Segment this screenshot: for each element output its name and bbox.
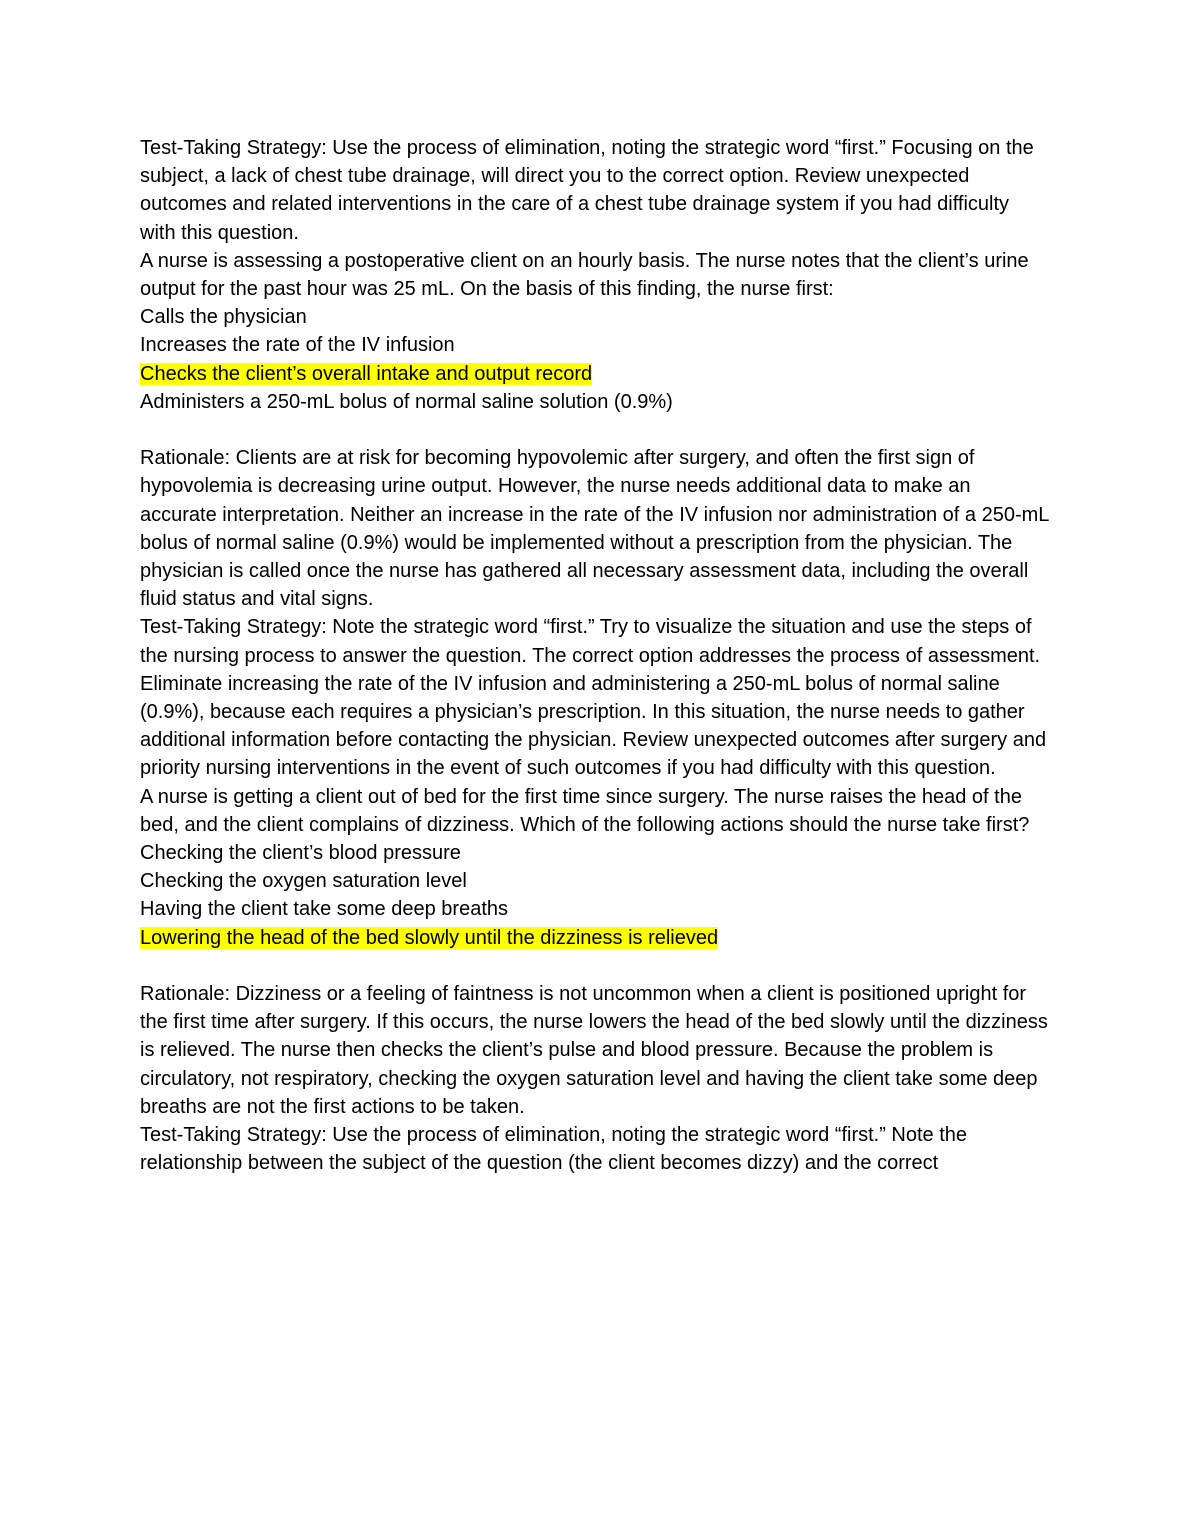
q1-option-4 [140,388,1050,416]
paragraph-rationale-1: Rationale: Clients are at risk for becoming hypovolemic after surgery, and often the first sign of hypovolemia is decreasing urine output. However, the nurse needs additional data to make an accurate interpretation. Neither an increase in the rate of the IV infusion nor administration of a 250-mL bolus of normal saline (0.9%) would be implemented without a prescription from the physician. The physician is called once the nurse has gathered all necessary assessment data, including the overall fluid status and vital signs. [140,447,1049,611]
question-block-2 [140,783,1050,952]
question-2-stem: A nurse is getting a client out of bed for the first time since surgery. The nurse raises the head of the bed, and the client complains of dizziness. Which of the following actions should the nurse take first? [140,785,1030,836]
q1-option-3-highlighted-text: Checks the client’s overall intake and output record [140,362,593,385]
q2-option-3-text: Having the client take some deep breaths [140,898,508,921]
q2-option-4-highlighted-text: Lowering the head of the bed slowly until the dizziness is relieved [140,926,719,949]
q2-option-2-text: Checking the oxygen saturation level [140,870,467,893]
paragraph-test-taking-strategy-3-partial: Test-Taking Strategy: Use the process of elimination, noting the strategic word “first.” Note the relationship between the subject of the question (the client becomes dizzy) and the correct [140,1124,968,1175]
q1-option-4-text: Administers a 250-mL bolus of normal saline solution (0.9%) [140,390,673,413]
paragraph-rationale-2: Rationale: Dizziness or a feeling of faintness is not uncommon when a client is positioned upright for the first time after surgery. If this occurs, the nurse lowers the head of the bed slowly until the dizziness is relieved. The nurse then checks the client’s pulse and blood pressure. Because the problem is circulatory, not respiratory, checking the oxygen saturation level and having the client take some deep breaths are not the first actions to be taken. [140,983,1048,1118]
q2-option-3 [140,895,1050,923]
paragraph-test-taking-strategy-1: Test-Taking Strategy: Use the process of elimination, noting the strategic word “first.” Focusing on the subject, a lack of chest tube drainage, will direct you to the correct option. Review unexpected outcomes and related interventions in the care of a chest tube drainage system if you had difficulty with this question. [140,137,1034,244]
q1-option-1 [140,303,1050,331]
q2-option-2 [140,867,1050,895]
q1-option-1-text: Calls the physician [140,306,307,329]
paragraph-test-taking-strategy-2: Test-Taking Strategy: Note the strategic word “first.” Try to visualize the situation and use the steps of the nursing process to answer the question. The correct option addresses the process of assessment. Eliminate increasing the rate of the IV infusion and administering a 250-mL bolus of normal saline (0.9%), because each requires a physician’s prescription. In this situation, the nurse needs to gather additional information before contacting the physician. Review unexpected outcomes after surgery and priority nursing interventions in the event of such outcomes if you had difficulty with this question. [140,616,1047,780]
q2-option-4-correct-answer [140,924,1050,952]
q1-option-2-text: Increases the rate of the IV infusion [140,334,455,357]
q2-option-1 [140,839,1050,867]
question-block-1 [140,247,1050,416]
question-1-stem: A nurse is assessing a postoperative client on an hourly basis. The nurse notes that the client’s urine output for the past hour was 25 mL. On the basis of this finding, the nurse first: [140,249,1029,301]
q2-option-1-text: Checking the client’s blood pressure [140,842,461,865]
q1-option-3-correct-answer [140,360,1050,388]
q1-option-2 [140,331,1050,359]
